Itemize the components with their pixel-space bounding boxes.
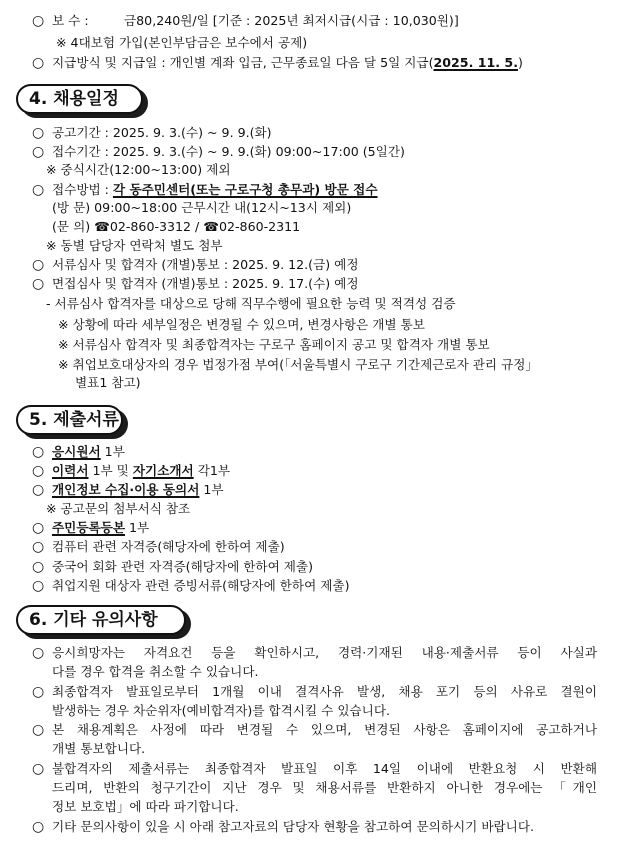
section-5-title: 5. 제출서류 <box>16 405 123 435</box>
section-6-header <box>16 605 186 635</box>
application-place: 각 동주민센터(또는 구로구청 총무과) 방문 접수 <box>112 182 378 197</box>
bullet-circle-icon: ○ <box>32 463 45 479</box>
bullet-circle-icon: ○ <box>32 125 45 141</box>
pay-label: 보 수 : <box>52 13 89 28</box>
bullet-circle-icon: ○ <box>32 276 45 292</box>
bullet-circle-icon: ○ <box>32 13 45 29</box>
section-6-title: 6. 기타 유의사항 <box>16 605 186 635</box>
payment-date: 2025. 11. 5. <box>433 55 518 70</box>
section-4-title: 4. 채용일정 <box>16 84 143 114</box>
bullet-circle-icon: ○ <box>32 578 45 594</box>
section-4-header <box>16 84 143 114</box>
bullet-circle-icon: ○ <box>32 722 45 738</box>
bullet-circle-icon: ○ <box>32 559 45 575</box>
bullet-circle-icon: ○ <box>32 520 45 536</box>
bullet-circle-icon: ○ <box>32 482 45 498</box>
bullet-circle-icon: ○ <box>32 182 45 198</box>
bullet-circle-icon: ○ <box>32 819 45 835</box>
bullet-circle-icon: ○ <box>32 645 45 661</box>
bullet-circle-icon: ○ <box>32 539 45 555</box>
bullet-circle-icon: ○ <box>32 444 45 460</box>
bullet-circle-icon: ○ <box>32 684 45 700</box>
pay-value: 금80,240원/일 [기준 : 2025년 최저시급(시급 : 10,030원)] <box>124 13 459 28</box>
bullet-circle-icon: ○ <box>32 144 45 160</box>
bullet-circle-icon: ○ <box>32 55 45 71</box>
bullet-circle-icon: ○ <box>32 761 45 777</box>
bullet-circle-icon: ○ <box>32 257 45 273</box>
section-5-header <box>16 405 123 435</box>
